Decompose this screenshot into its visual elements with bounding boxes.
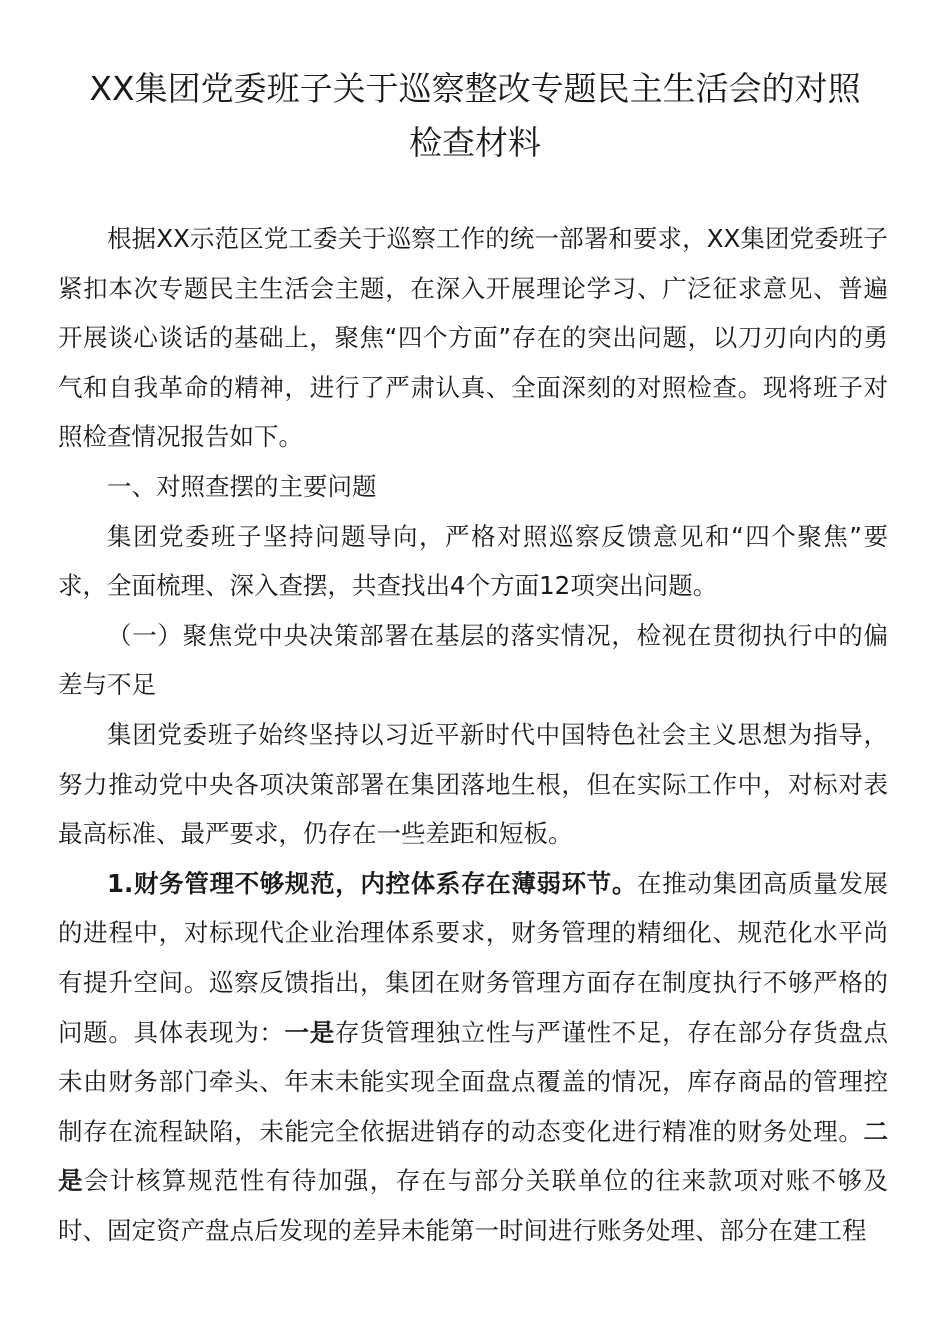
item-text-c: 会计核算规范性有待加强，存在与部分关联单位的往来款项对账不够及时、固定资产盘点后发现的差异未能第一时间进行账务处理、部分在建工程: [58, 1166, 888, 1245]
intro-paragraph: 根据XX示范区党工委关于巡察工作的统一部署和要求，XX集团党委班子紧扣本次专题民主生活会主题，在深入开展理论学习、广泛征求意见、普遍开展谈心谈话的基础上，聚焦“四个方面”存在的突出问题，以刀刃向内的勇气和自我革命的精神，进行了严肃认真、全面深刻的对照检查。现将班子对照检查情况报告如下。: [58, 224, 888, 452]
item-marker-2: 二是: [58, 1116, 888, 1196]
item-paragraph: [58, 859, 888, 1256]
item-heading: 1.财务管理不够规范，内控体系存在薄弱环节。: [107, 868, 638, 898]
item-text-a: 在推动集团高质量发展的进程中，对标现代企业治理体系要求，财务管理的精细化、规范化水平尚有提升空间。巡察反馈指出，集团在财务管理方面存在制度执行不够严格的问题。具体表现为：: [58, 868, 889, 1047]
subsection-heading: （一）聚焦党中央决策部署在基层的落实情况，检视在贯彻执行中的偏差与不足: [58, 620, 888, 700]
document-body: [58, 214, 888, 1255]
title-line-1: XX集团党委班子关于巡察整改专题民主生活会的对照: [89, 69, 861, 108]
subsection-intro-paragraph: 集团党委班子始终坚持以习近平新时代中国特色社会主义思想为指导，努力推动党中央各项决策部署在集团落地生根，但在实际工作中，对标对表最高标准、最严要求，仍存在一些差距和短板。: [58, 719, 888, 849]
item-text-b: 存货管理独立性与严谨性不足，存在部分存货盘点未由财务部门牵头、年末未能实现全面盘点覆盖的情况，库存商品的管理控制存在流程缺陷，未能完全依据进销存的动态变化进行精准的财务处理。: [58, 1017, 888, 1146]
document-title: [40, 62, 910, 170]
item-marker-1: 一是: [284, 1017, 335, 1047]
section-intro-paragraph: 集团党委班子坚持问题导向，严格对照巡察反馈意见和“四个聚焦”要求，全面梳理、深入查摆，共查找出4个方面12项突出问题。: [58, 521, 888, 601]
section-heading: 一、对照查摆的主要问题: [107, 471, 377, 501]
title-line-2: 检查材料: [409, 123, 541, 162]
